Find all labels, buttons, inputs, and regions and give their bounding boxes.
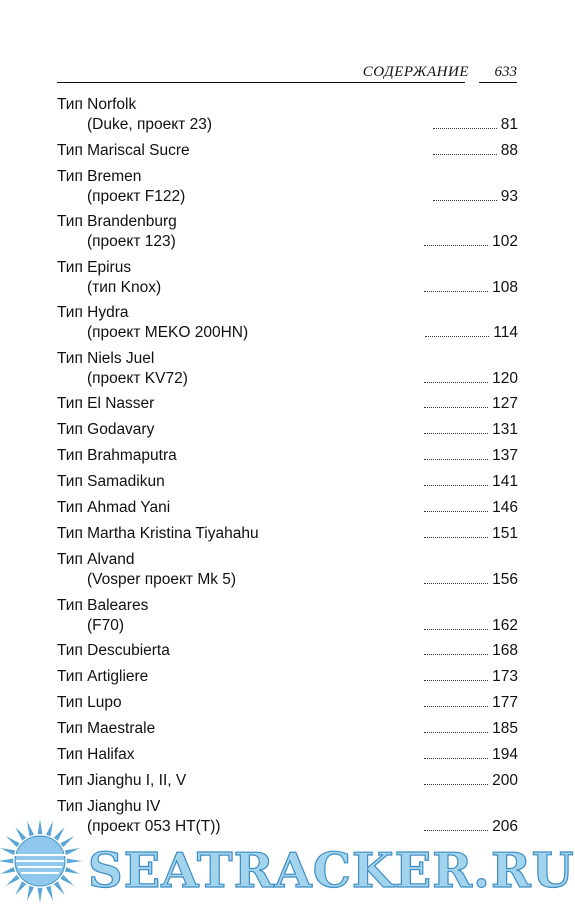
toc-entry <box>57 498 518 524</box>
dot-leader <box>425 323 489 337</box>
toc-entry-page: 146 <box>492 499 518 516</box>
dot-leader <box>424 420 488 434</box>
dot-leader <box>424 719 488 733</box>
toc-entry <box>57 472 518 498</box>
sun-ray <box>65 848 80 855</box>
toc-entry-leader <box>424 570 518 590</box>
toc-entry <box>57 719 518 745</box>
dot-leader <box>424 394 488 408</box>
toc-entry-title: Тип El Nasser <box>57 395 155 412</box>
toc-entry-page: 156 <box>492 571 518 588</box>
toc-entry <box>57 667 518 693</box>
toc-entry-leader <box>424 498 518 518</box>
toc-entry-page: 108 <box>492 278 518 296</box>
toc-entry <box>57 596 518 642</box>
sun-ray <box>0 867 15 874</box>
sun-ray <box>46 821 53 836</box>
sun-ray <box>6 875 20 886</box>
toc-entry <box>57 745 518 771</box>
toc-entry <box>57 167 518 213</box>
toc-entry-title: Тип Brandenburg <box>57 213 177 230</box>
toc-entry-title: Тип Alvand <box>57 551 135 568</box>
toc-entry <box>57 693 518 719</box>
toc-entry-page: 120 <box>492 369 518 387</box>
toc-entry-title: Тип Samadikun <box>57 473 165 490</box>
dot-leader <box>424 616 488 630</box>
toc-entry-title: Тип Hydra <box>57 304 129 321</box>
toc-entry-page: 81 <box>500 116 518 133</box>
sun-ray <box>38 819 43 834</box>
toc-entry-leader <box>424 771 518 791</box>
toc-entry-subtitle: (проект 053 HT(T)) <box>87 818 221 835</box>
toc-entry-title: Тип Baleares <box>57 596 149 614</box>
sun-ray <box>60 875 74 886</box>
dot-leader <box>424 667 488 681</box>
toc-entry-page: 127 <box>492 395 518 412</box>
toc-entry-title: Тип Epirus <box>57 258 132 276</box>
sun-ray <box>67 859 82 864</box>
toc-entry <box>57 550 518 596</box>
toc-entry <box>57 349 518 395</box>
toc-entry-page: 162 <box>492 616 518 634</box>
toc-entry <box>57 446 518 472</box>
toc-entry-leader <box>424 745 518 765</box>
sun-ray <box>54 881 65 895</box>
header-rule <box>57 82 465 83</box>
toc-entry-page: 102 <box>492 233 518 250</box>
toc-entry-page: 177 <box>492 694 518 711</box>
toc-entry <box>57 641 518 667</box>
sun-ray <box>15 881 26 895</box>
toc-entry <box>57 394 518 420</box>
table-of-contents <box>57 95 518 843</box>
sun-ray <box>65 867 80 874</box>
toc-entry-subtitle: (проект KV72) <box>87 369 188 387</box>
toc-entry <box>57 303 518 349</box>
dot-leader <box>424 232 488 246</box>
toc-entry-title: Тип Brahmaputra <box>57 447 177 464</box>
dot-leader <box>433 187 497 201</box>
toc-entry-page: 200 <box>492 772 518 789</box>
toc-entry-subtitle: (тип Knox) <box>87 278 162 296</box>
sun-ray <box>38 888 43 903</box>
sun-ray <box>46 886 53 901</box>
toc-entry-page: 137 <box>492 447 518 464</box>
toc-entry-leader <box>424 524 518 544</box>
toc-entry-title: Тип Halifax <box>57 746 135 763</box>
toc-entry-leader <box>424 446 518 466</box>
toc-entry-title: Тип Descubierta <box>57 642 170 659</box>
dot-leader <box>424 472 488 486</box>
dot-leader <box>424 693 488 707</box>
sun-ray <box>6 836 20 847</box>
page-header <box>57 64 517 86</box>
toc-entry <box>57 771 518 797</box>
toc-entry-title: Тип Norfolk <box>57 96 137 113</box>
toc-entry-leader <box>424 369 518 389</box>
page-number: 633 <box>494 64 517 80</box>
dot-leader <box>424 278 488 292</box>
toc-entry-page: 131 <box>492 421 518 438</box>
toc-entry-title: Тип Lupo <box>57 694 122 711</box>
header-page-rule <box>479 82 517 83</box>
toc-entry-page: 141 <box>492 473 518 490</box>
toc-entry-title: Тип Maestrale <box>57 720 156 737</box>
toc-entry-leader <box>425 323 518 343</box>
toc-entry-page: 93 <box>500 187 518 205</box>
toc-entry-subtitle: (Duke, проект 23) <box>87 116 212 133</box>
toc-entry-leader <box>424 641 518 661</box>
dot-leader <box>424 641 488 655</box>
toc-entry-title: Тип Martha Kristina Tiyahahu <box>57 525 259 542</box>
toc-entry-page: 88 <box>500 141 518 159</box>
toc-entry-page: 194 <box>492 746 518 763</box>
toc-entry-title: Тип Godavary <box>57 421 155 438</box>
toc-entry-title: Тип Artigliere <box>57 668 149 685</box>
sun-ray <box>15 827 26 841</box>
toc-entry-leader <box>424 278 518 298</box>
toc-entry <box>57 524 518 550</box>
toc-entry-title: Тип Jianghu I, II, V <box>57 772 187 789</box>
running-head-title: СОДЕРЖАНИЕ <box>362 64 469 80</box>
toc-entry-page: 206 <box>492 818 518 835</box>
toc-entry-subtitle: (проект MEKO 200HN) <box>87 324 249 341</box>
toc-entry-leader <box>424 719 518 739</box>
toc-entry <box>57 141 518 167</box>
dot-leader <box>424 446 488 460</box>
toc-entry <box>57 420 518 446</box>
toc-entry <box>57 212 518 258</box>
toc-entry-subtitle: (проект F122) <box>87 187 186 205</box>
dot-leader <box>433 115 497 129</box>
toc-entry-title: Тип Niels Juel <box>57 349 155 367</box>
toc-entry-title: Тип Bremen <box>57 167 142 185</box>
toc-entry-leader <box>424 472 518 492</box>
toc-entry-title: Тип Jianghu IV <box>57 798 161 815</box>
sun-ray <box>27 821 34 836</box>
toc-entry-leader <box>424 667 518 687</box>
watermark-text: SEATRACKER.RU <box>88 843 575 899</box>
toc-entry-title: Тип Mariscal Sucre <box>57 141 190 159</box>
toc-entry-subtitle: (Vosper проект Mk 5) <box>87 571 237 588</box>
toc-entry-subtitle: (проект 123) <box>87 233 176 250</box>
dot-leader <box>424 524 488 538</box>
sun-ray <box>60 836 74 847</box>
toc-entry-page: 185 <box>492 720 518 737</box>
toc-entry-leader <box>433 141 518 161</box>
dot-leader <box>424 570 488 584</box>
toc-entry-subtitle: (F70) <box>87 616 125 634</box>
toc-entry-page: 151 <box>492 525 518 542</box>
watermark <box>0 815 575 907</box>
sun-ray <box>54 827 65 841</box>
toc-entry-page: 168 <box>492 642 518 659</box>
sun-icon <box>0 815 100 907</box>
sun-ray <box>0 859 13 864</box>
sun-ray <box>27 886 34 901</box>
toc-entry-page: 173 <box>492 668 518 685</box>
toc-entry-page: 114 <box>493 324 518 341</box>
dot-leader <box>433 141 497 155</box>
dot-leader <box>424 771 488 785</box>
dot-leader <box>424 369 488 383</box>
toc-entry-leader <box>433 187 518 207</box>
toc-entry-leader <box>433 115 518 135</box>
dot-leader <box>424 745 488 759</box>
toc-entry-leader <box>424 420 518 440</box>
toc-entry-leader <box>424 616 518 636</box>
toc-entry-leader <box>424 693 518 713</box>
toc-entry-leader <box>424 394 518 414</box>
toc-entry-leader <box>424 232 518 252</box>
toc-entry-title: Тип Ahmad Yani <box>57 499 171 516</box>
sun-ray <box>0 848 15 855</box>
toc-entry <box>57 95 518 141</box>
dot-leader <box>424 498 488 512</box>
toc-entry <box>57 258 518 304</box>
